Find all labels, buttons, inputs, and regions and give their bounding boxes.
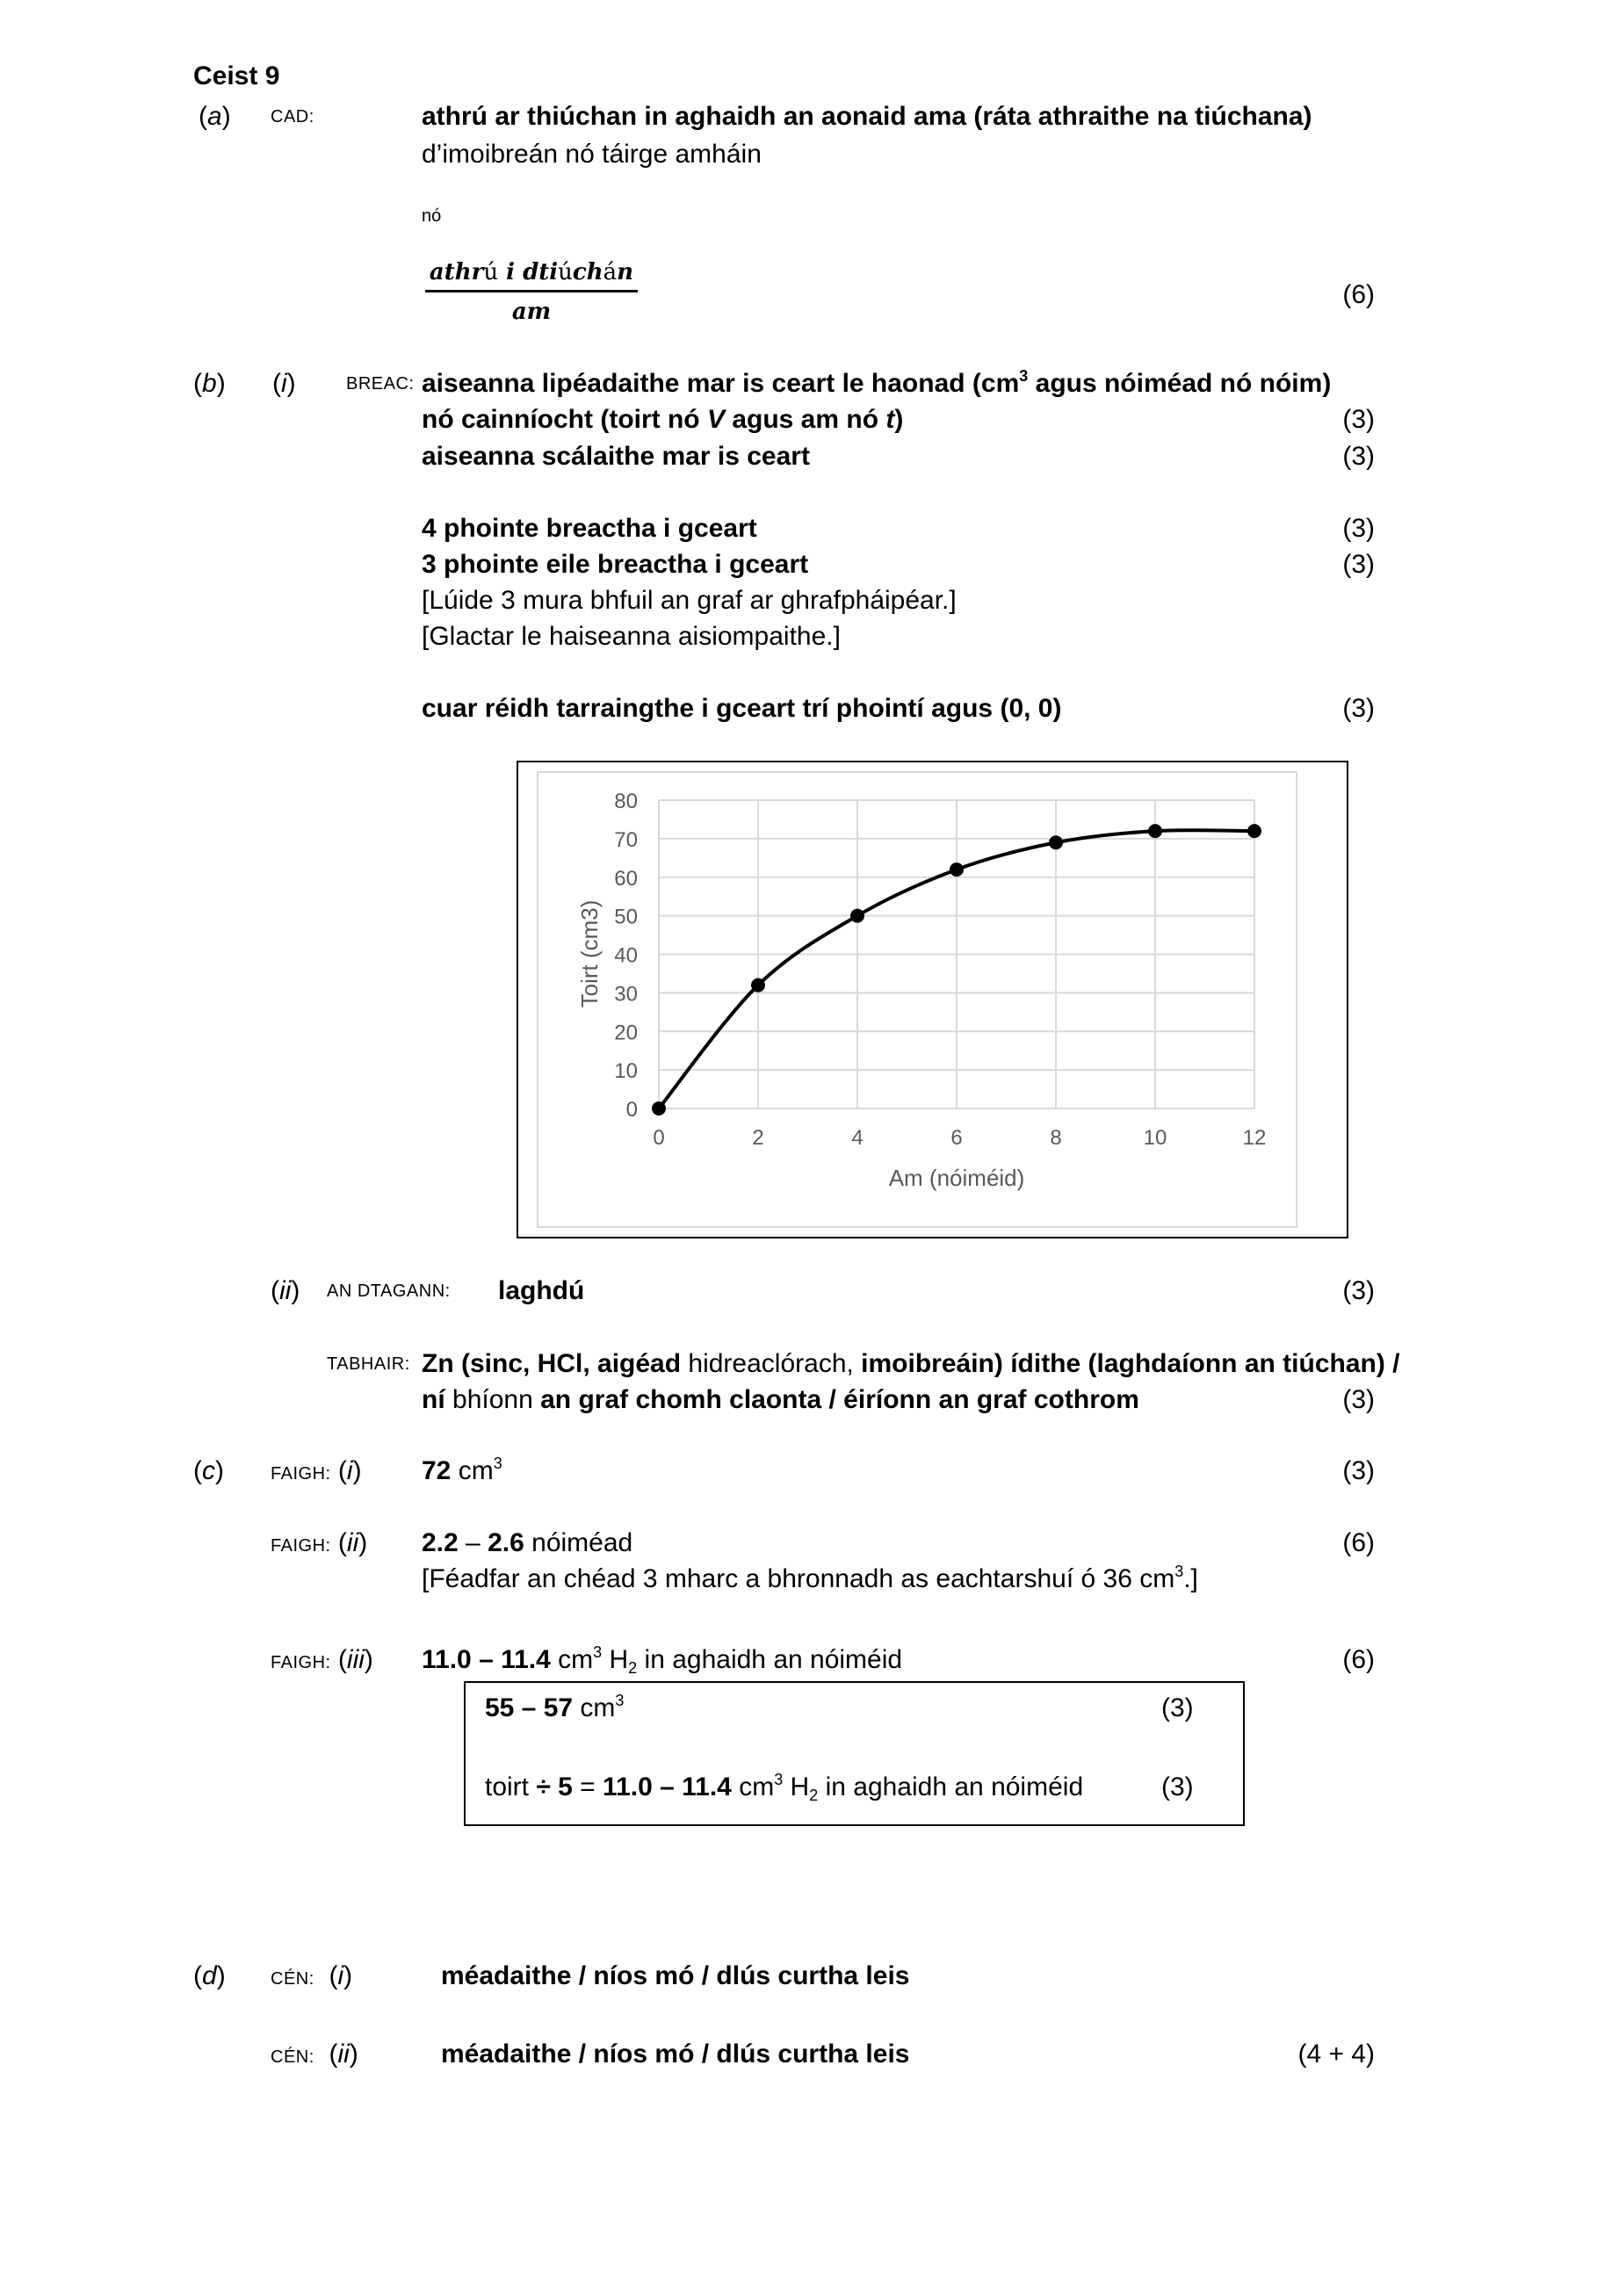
svg-text:70: 70	[614, 827, 638, 852]
fraction-numerator: athrú i dtiúchán	[429, 259, 634, 285]
rate-fraction	[425, 256, 638, 326]
axes-labelled-line1: aiseanna lipéadaithe mar is ceart le haonad ($cm^3$ agus nóiméad nó nóim)	[422, 367, 1332, 398]
part-d-ii-answer: méadaithe / níos mó / dlús curtha leis	[441, 2040, 910, 2069]
smooth-curve-marks: (3)	[1342, 694, 1375, 723]
part-a-line1: athrú ar thiúchan in aghaidh an aonaid ama (ráta athraithe na tiúchana)	[422, 102, 1312, 131]
working-line1-marks: (3)	[1161, 1693, 1194, 1722]
part-d-i-label: CÉN: (i)	[271, 1961, 353, 1990]
working-line2: toirt ÷ 5 = 11.0 – 11.4 $cm^3$ $H_2$ in aghaidh an nóiméid	[485, 1771, 1084, 1804]
part-b-ii-verb: AN DTAGANN:	[327, 1282, 451, 1301]
part-c-i-label: FAIGH: (i)	[271, 1456, 362, 1485]
chart-x-axis-label: Am (nóiméid)	[888, 1165, 1025, 1191]
give-marks: (3)	[1342, 1385, 1375, 1414]
points-3-marks: (3)	[1342, 550, 1375, 579]
svg-text:20: 20	[614, 1021, 638, 1045]
part-d-marks: (4 + 4)	[1297, 2040, 1375, 2069]
svg-text:10: 10	[614, 1059, 638, 1084]
points-3: 3 phointe eile breactha i gceart	[422, 550, 809, 579]
chart-y-axis-label: Toirt (cm3)	[576, 899, 603, 1008]
working-line2-marks: (3)	[1161, 1773, 1194, 1801]
note-reversed-axes: [Glactar le haiseanna aisiompaithe.]	[422, 622, 841, 651]
smooth-curve: cuar réidh tarraingthe i gceart trí phointí agus (0, 0)	[422, 694, 1062, 723]
svg-text:80: 80	[614, 790, 638, 813]
svg-text:4: 4	[851, 1126, 864, 1150]
give-line1: Zn (sinc, HCl, aigéad hidreaclórach, imoibreáin) ídithe (laghdaíonn an tiúchan) /	[422, 1349, 1400, 1378]
part-a-verb: CAD:	[271, 107, 314, 126]
part-a-label: (a)	[199, 102, 231, 131]
part-d-i-answer: méadaithe / níos mó / dlús curtha leis	[441, 1961, 910, 1990]
svg-text:8: 8	[1050, 1126, 1062, 1150]
svg-text:2: 2	[752, 1126, 764, 1150]
part-d-ii-label: CÉN: (ii)	[271, 2040, 358, 2069]
axes-scaled-marks: (3)	[1342, 442, 1375, 471]
part-c-label: (c)	[193, 1456, 224, 1485]
fraction-denominator: am	[511, 299, 552, 325]
points-4: 4 phointe breactha i gceart	[422, 514, 757, 543]
part-b-ii-label: (ii)	[271, 1276, 300, 1305]
give-line2: ní bhíonn an graf chomh claonta / éiríonn an graf cothrom	[422, 1385, 1139, 1414]
part-c-ii-marks: (6)	[1342, 1528, 1375, 1557]
part-c-ii-answer: 2.2 – 2.6 nóiméad	[422, 1528, 633, 1557]
part-c-ii-note: [Féadfar an chéad 3 mharc a bhronnadh as eachtarshuí ó 36 $cm^3$.]	[422, 1563, 1198, 1593]
part-c-iii-answer: 11.0 – 11.4 $cm^3$ $H_2$ in aghaidh an nóiméid	[422, 1643, 903, 1677]
svg-text:0: 0	[653, 1126, 665, 1150]
working-line1: 55 – 57 $cm^3$	[485, 1692, 625, 1722]
axes-labelled-line2: nó cainníocht (toirt nó V agus am nó t)	[422, 405, 904, 434]
part-b-ii-answer-marks: (3)	[1342, 1276, 1375, 1305]
part-c-iii-marks: (6)	[1342, 1645, 1375, 1674]
note-graph-paper: [Lúide 3 mura bhfuil an graf ar ghrafpháipéar.]	[422, 586, 957, 615]
part-b-ii-give-verb: TABHAIR:	[327, 1354, 410, 1374]
svg-text:6: 6	[950, 1126, 963, 1150]
chart-area-border	[537, 771, 1297, 1228]
question-title: Ceist 9	[193, 61, 280, 90]
svg-text:0: 0	[625, 1098, 638, 1122]
part-c-i-marks: (3)	[1342, 1456, 1375, 1485]
fraction-bar	[425, 290, 638, 292]
svg-text:60: 60	[614, 866, 638, 891]
part-c-iii-label: FAIGH: (iii)	[271, 1645, 373, 1674]
part-c-ii-label: FAIGH: (ii)	[271, 1528, 368, 1557]
part-d-label: (d)	[193, 1961, 226, 1990]
svg-text:50: 50	[614, 905, 638, 929]
part-a-line2: d’imoibreán nó táirge amháin	[422, 140, 762, 169]
part-a-marks: (6)	[1342, 280, 1375, 309]
part-a-or: nó	[422, 206, 442, 226]
points-4-marks: (3)	[1342, 514, 1375, 543]
svg-text:30: 30	[614, 982, 638, 1007]
svg-text:12: 12	[1242, 1126, 1267, 1150]
part-b-i-label: (i)	[272, 369, 296, 398]
part-b-ii-answer: laghdú	[498, 1276, 585, 1305]
axes-scaled: aiseanna scálaithe mar is ceart	[422, 442, 810, 471]
svg-text:40: 40	[614, 943, 638, 968]
part-c-i-answer: 72 $cm^3$	[422, 1455, 502, 1485]
svg-text:10: 10	[1143, 1126, 1167, 1150]
part-b-i-verb: BREAC:	[346, 374, 415, 393]
part-b-label: (b)	[193, 369, 226, 398]
axes-labelled-marks: (3)	[1342, 405, 1375, 434]
